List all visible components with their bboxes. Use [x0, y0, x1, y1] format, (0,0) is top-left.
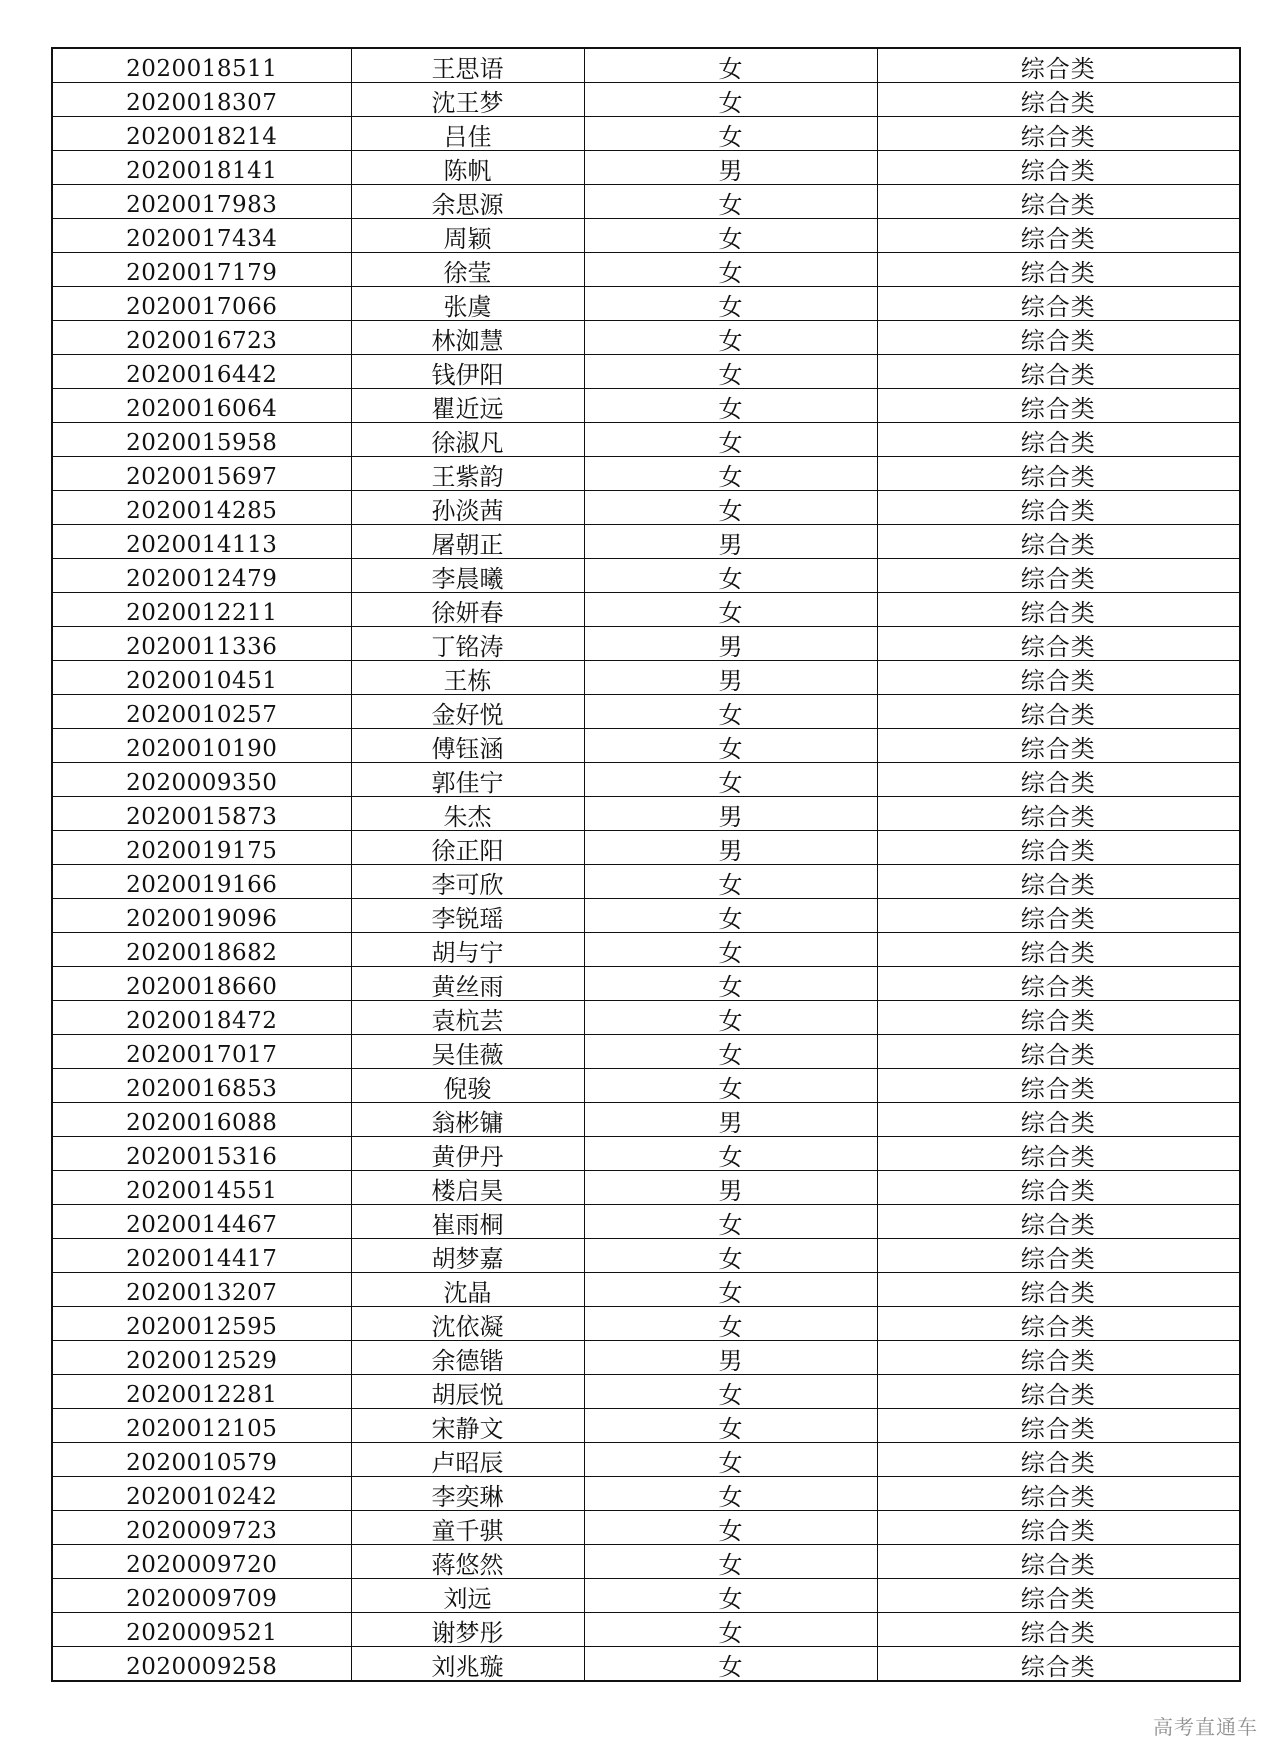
table-row [52, 1409, 1240, 1443]
candidate-id-cell: 2020010579 [52, 1443, 351, 1477]
student-name-cell: 沈依凝 [351, 1307, 584, 1341]
table-row [52, 457, 1240, 491]
student-name-cell: 傅钰涵 [351, 729, 584, 763]
category-cell: 综合类 [877, 389, 1240, 423]
category-cell: 综合类 [877, 1035, 1240, 1069]
category-cell: 综合类 [877, 1069, 1240, 1103]
candidate-id-cell: 2020018511 [52, 48, 351, 83]
student-name-cell: 胡梦嘉 [351, 1239, 584, 1273]
student-name-cell: 黄伊丹 [351, 1137, 584, 1171]
candidate-id-cell: 2020012105 [52, 1409, 351, 1443]
gender-cell: 女 [584, 1375, 877, 1409]
candidate-id-cell: 2020016442 [52, 355, 351, 389]
student-name-cell: 朱杰 [351, 797, 584, 831]
table-row [52, 899, 1240, 933]
student-name-cell: 周颖 [351, 219, 584, 253]
gender-cell: 男 [584, 1103, 877, 1137]
gender-cell: 女 [584, 729, 877, 763]
gender-cell: 女 [584, 253, 877, 287]
gender-cell: 女 [584, 1205, 877, 1239]
gender-cell: 男 [584, 1171, 877, 1205]
candidate-id-cell: 2020019175 [52, 831, 351, 865]
student-name-cell: 倪骏 [351, 1069, 584, 1103]
category-cell: 综合类 [877, 423, 1240, 457]
gender-cell: 女 [584, 1409, 877, 1443]
gender-cell: 女 [584, 1307, 877, 1341]
gender-cell: 女 [584, 83, 877, 117]
category-cell: 综合类 [877, 1341, 1240, 1375]
candidate-id-cell: 2020009350 [52, 763, 351, 797]
table-row [52, 1035, 1240, 1069]
category-cell: 综合类 [877, 219, 1240, 253]
gender-cell: 女 [584, 1579, 877, 1613]
table-row [52, 593, 1240, 627]
candidate-id-cell: 2020016088 [52, 1103, 351, 1137]
category-cell: 综合类 [877, 491, 1240, 525]
gender-cell: 女 [584, 287, 877, 321]
student-name-cell: 蒋悠然 [351, 1545, 584, 1579]
table-row [52, 423, 1240, 457]
gender-cell: 女 [584, 593, 877, 627]
category-cell: 综合类 [877, 559, 1240, 593]
student-name-cell: 宋静文 [351, 1409, 584, 1443]
candidate-id-cell: 2020017983 [52, 185, 351, 219]
candidate-id-cell: 2020018660 [52, 967, 351, 1001]
category-cell: 综合类 [877, 1001, 1240, 1035]
table-row [52, 253, 1240, 287]
candidate-id-cell: 2020012211 [52, 593, 351, 627]
table-row [52, 695, 1240, 729]
category-cell: 综合类 [877, 593, 1240, 627]
table-row [52, 389, 1240, 423]
gender-cell: 女 [584, 695, 877, 729]
category-cell: 综合类 [877, 899, 1240, 933]
student-name-cell: 楼启昊 [351, 1171, 584, 1205]
table-row [52, 287, 1240, 321]
candidate-id-cell: 2020009720 [52, 1545, 351, 1579]
student-name-cell: 吕佳 [351, 117, 584, 151]
gender-cell: 女 [584, 1613, 877, 1647]
category-cell: 综合类 [877, 83, 1240, 117]
gender-cell: 女 [584, 1545, 877, 1579]
table-row [52, 219, 1240, 253]
student-name-cell: 丁铭涛 [351, 627, 584, 661]
student-name-cell: 胡辰悦 [351, 1375, 584, 1409]
table-row [52, 865, 1240, 899]
table-row [52, 491, 1240, 525]
student-name-cell: 屠朝正 [351, 525, 584, 559]
table-row [52, 355, 1240, 389]
candidate-id-cell: 2020011336 [52, 627, 351, 661]
table-row [52, 1477, 1240, 1511]
student-name-cell: 李奕琳 [351, 1477, 584, 1511]
category-cell: 综合类 [877, 253, 1240, 287]
category-cell: 综合类 [877, 151, 1240, 185]
table-row [52, 1647, 1240, 1682]
table-row [52, 1443, 1240, 1477]
category-cell: 综合类 [877, 457, 1240, 491]
candidate-id-cell: 2020009258 [52, 1647, 351, 1682]
category-cell: 综合类 [877, 321, 1240, 355]
category-cell: 综合类 [877, 763, 1240, 797]
table-row [52, 1511, 1240, 1545]
student-name-cell: 徐淑凡 [351, 423, 584, 457]
candidate-id-cell: 2020018307 [52, 83, 351, 117]
student-name-cell: 李锐瑶 [351, 899, 584, 933]
category-cell: 综合类 [877, 1239, 1240, 1273]
category-cell: 综合类 [877, 185, 1240, 219]
category-cell: 综合类 [877, 1273, 1240, 1307]
table-row [52, 525, 1240, 559]
table-row [52, 763, 1240, 797]
candidate-id-cell: 2020014417 [52, 1239, 351, 1273]
category-cell: 综合类 [877, 1103, 1240, 1137]
table-row [52, 1069, 1240, 1103]
candidate-id-cell: 2020009723 [52, 1511, 351, 1545]
candidate-id-cell: 2020014467 [52, 1205, 351, 1239]
student-name-cell: 胡与宁 [351, 933, 584, 967]
gender-cell: 男 [584, 151, 877, 185]
category-cell: 综合类 [877, 1409, 1240, 1443]
table-row [52, 661, 1240, 695]
gender-cell: 女 [584, 1273, 877, 1307]
category-cell: 综合类 [877, 831, 1240, 865]
gender-cell: 女 [584, 389, 877, 423]
student-name-cell: 钱伊阳 [351, 355, 584, 389]
candidate-id-cell: 2020012281 [52, 1375, 351, 1409]
category-cell: 综合类 [877, 627, 1240, 661]
candidate-id-cell: 2020015873 [52, 797, 351, 831]
student-name-cell: 沈王梦 [351, 83, 584, 117]
student-name-cell: 李晨曦 [351, 559, 584, 593]
gender-cell: 女 [584, 899, 877, 933]
table-row [52, 1171, 1240, 1205]
candidate-id-cell: 2020015697 [52, 457, 351, 491]
candidate-id-cell: 2020018141 [52, 151, 351, 185]
category-cell: 综合类 [877, 1375, 1240, 1409]
candidate-id-cell: 2020017017 [52, 1035, 351, 1069]
candidate-id-cell: 2020014551 [52, 1171, 351, 1205]
gender-cell: 男 [584, 661, 877, 695]
candidate-id-cell: 2020016853 [52, 1069, 351, 1103]
candidate-id-cell: 2020017066 [52, 287, 351, 321]
category-cell: 综合类 [877, 525, 1240, 559]
gender-cell: 女 [584, 1035, 877, 1069]
gender-cell: 女 [584, 457, 877, 491]
table-row [52, 117, 1240, 151]
table-row [52, 1341, 1240, 1375]
table-row [52, 321, 1240, 355]
gender-cell: 男 [584, 1341, 877, 1375]
student-name-cell: 金好悦 [351, 695, 584, 729]
student-name-cell: 陈帆 [351, 151, 584, 185]
category-cell: 综合类 [877, 933, 1240, 967]
category-cell: 综合类 [877, 1477, 1240, 1511]
candidate-id-cell: 2020012529 [52, 1341, 351, 1375]
category-cell: 综合类 [877, 967, 1240, 1001]
gender-cell: 女 [584, 1239, 877, 1273]
student-name-cell: 王紫韵 [351, 457, 584, 491]
candidate-id-cell: 2020019166 [52, 865, 351, 899]
table-row [52, 627, 1240, 661]
student-name-cell: 徐妍春 [351, 593, 584, 627]
gender-cell: 女 [584, 763, 877, 797]
candidate-id-cell: 2020012479 [52, 559, 351, 593]
category-cell: 综合类 [877, 355, 1240, 389]
candidate-id-cell: 2020010451 [52, 661, 351, 695]
student-name-cell: 崔雨桐 [351, 1205, 584, 1239]
category-cell: 综合类 [877, 48, 1240, 83]
student-name-cell: 李可欣 [351, 865, 584, 899]
student-name-cell: 徐莹 [351, 253, 584, 287]
gender-cell: 女 [584, 1511, 877, 1545]
gender-cell: 女 [584, 559, 877, 593]
gender-cell: 女 [584, 48, 877, 83]
category-cell: 综合类 [877, 1613, 1240, 1647]
gender-cell: 女 [584, 865, 877, 899]
student-name-cell: 卢昭辰 [351, 1443, 584, 1477]
candidate-id-cell: 2020009521 [52, 1613, 351, 1647]
gender-cell: 女 [584, 185, 877, 219]
table-row [52, 1273, 1240, 1307]
student-name-cell: 黄丝雨 [351, 967, 584, 1001]
student-name-cell: 刘远 [351, 1579, 584, 1613]
gender-cell: 女 [584, 219, 877, 253]
candidate-id-cell: 2020018214 [52, 117, 351, 151]
gender-cell: 女 [584, 355, 877, 389]
category-cell: 综合类 [877, 1579, 1240, 1613]
candidate-id-cell: 2020016723 [52, 321, 351, 355]
category-cell: 综合类 [877, 865, 1240, 899]
student-name-cell: 孙淡茜 [351, 491, 584, 525]
student-name-cell: 吴佳薇 [351, 1035, 584, 1069]
gender-cell: 女 [584, 933, 877, 967]
student-name-cell: 谢梦彤 [351, 1613, 584, 1647]
table-row [52, 1613, 1240, 1647]
gender-cell: 男 [584, 831, 877, 865]
table-row [52, 797, 1240, 831]
student-name-cell: 王栋 [351, 661, 584, 695]
student-name-cell: 瞿近远 [351, 389, 584, 423]
category-cell: 综合类 [877, 1545, 1240, 1579]
candidate-id-cell: 2020009709 [52, 1579, 351, 1613]
gender-cell: 女 [584, 321, 877, 355]
category-cell: 综合类 [877, 1443, 1240, 1477]
student-name-cell: 郭佳宁 [351, 763, 584, 797]
gender-cell: 女 [584, 117, 877, 151]
gender-cell: 女 [584, 1001, 877, 1035]
gender-cell: 男 [584, 797, 877, 831]
category-cell: 综合类 [877, 695, 1240, 729]
category-cell: 综合类 [877, 1205, 1240, 1239]
table-row [52, 1001, 1240, 1035]
student-name-cell: 王思语 [351, 48, 584, 83]
candidate-id-cell: 2020014285 [52, 491, 351, 525]
table-row [52, 1137, 1240, 1171]
category-cell: 综合类 [877, 1307, 1240, 1341]
gender-cell: 女 [584, 1647, 877, 1682]
table-row [52, 1239, 1240, 1273]
student-name-cell: 余德锴 [351, 1341, 584, 1375]
candidate-id-cell: 2020010242 [52, 1477, 351, 1511]
category-cell: 综合类 [877, 117, 1240, 151]
table-row [52, 1375, 1240, 1409]
gender-cell: 女 [584, 967, 877, 1001]
candidate-id-cell: 2020017434 [52, 219, 351, 253]
student-name-cell: 童千骐 [351, 1511, 584, 1545]
category-cell: 综合类 [877, 661, 1240, 695]
table-row [52, 151, 1240, 185]
category-cell: 综合类 [877, 1137, 1240, 1171]
gender-cell: 女 [584, 491, 877, 525]
candidate-id-cell: 2020018472 [52, 1001, 351, 1035]
candidate-id-cell: 2020012595 [52, 1307, 351, 1341]
gender-cell: 男 [584, 525, 877, 559]
watermark-text: 高考直通车 [1153, 1715, 1258, 1739]
table-row [52, 967, 1240, 1001]
category-cell: 综合类 [877, 287, 1240, 321]
gender-cell: 男 [584, 627, 877, 661]
table-body [52, 48, 1240, 1681]
candidate-id-cell: 2020010190 [52, 729, 351, 763]
candidate-id-cell: 2020019096 [52, 899, 351, 933]
category-cell: 综合类 [877, 1511, 1240, 1545]
table-row [52, 559, 1240, 593]
category-cell: 综合类 [877, 1647, 1240, 1682]
candidate-id-cell: 2020018682 [52, 933, 351, 967]
student-name-cell: 张虞 [351, 287, 584, 321]
student-name-cell: 刘兆璇 [351, 1647, 584, 1682]
student-name-cell: 徐正阳 [351, 831, 584, 865]
table-row [52, 1579, 1240, 1613]
gender-cell: 女 [584, 1069, 877, 1103]
table-row [52, 933, 1240, 967]
table-row [52, 729, 1240, 763]
student-name-cell: 余思源 [351, 185, 584, 219]
table-row [52, 1307, 1240, 1341]
category-cell: 综合类 [877, 729, 1240, 763]
gender-cell: 女 [584, 1137, 877, 1171]
gender-cell: 女 [584, 1443, 877, 1477]
candidate-id-cell: 2020016064 [52, 389, 351, 423]
table-row [52, 1103, 1240, 1137]
table-row [52, 83, 1240, 117]
candidate-id-cell: 2020017179 [52, 253, 351, 287]
candidate-id-cell: 2020013207 [52, 1273, 351, 1307]
gender-cell: 女 [584, 423, 877, 457]
table-row [52, 185, 1240, 219]
candidate-id-cell: 2020015958 [52, 423, 351, 457]
candidate-id-cell: 2020010257 [52, 695, 351, 729]
table-row [52, 831, 1240, 865]
student-name-cell: 沈晶 [351, 1273, 584, 1307]
table-row [52, 1545, 1240, 1579]
table-row [52, 48, 1240, 83]
student-name-cell: 林洳慧 [351, 321, 584, 355]
admission-list-table [51, 47, 1241, 1682]
student-name-cell: 翁彬镛 [351, 1103, 584, 1137]
table-row [52, 1205, 1240, 1239]
category-cell: 综合类 [877, 797, 1240, 831]
student-name-cell: 袁杭芸 [351, 1001, 584, 1035]
gender-cell: 女 [584, 1477, 877, 1511]
category-cell: 综合类 [877, 1171, 1240, 1205]
candidate-id-cell: 2020014113 [52, 525, 351, 559]
candidate-id-cell: 2020015316 [52, 1137, 351, 1171]
